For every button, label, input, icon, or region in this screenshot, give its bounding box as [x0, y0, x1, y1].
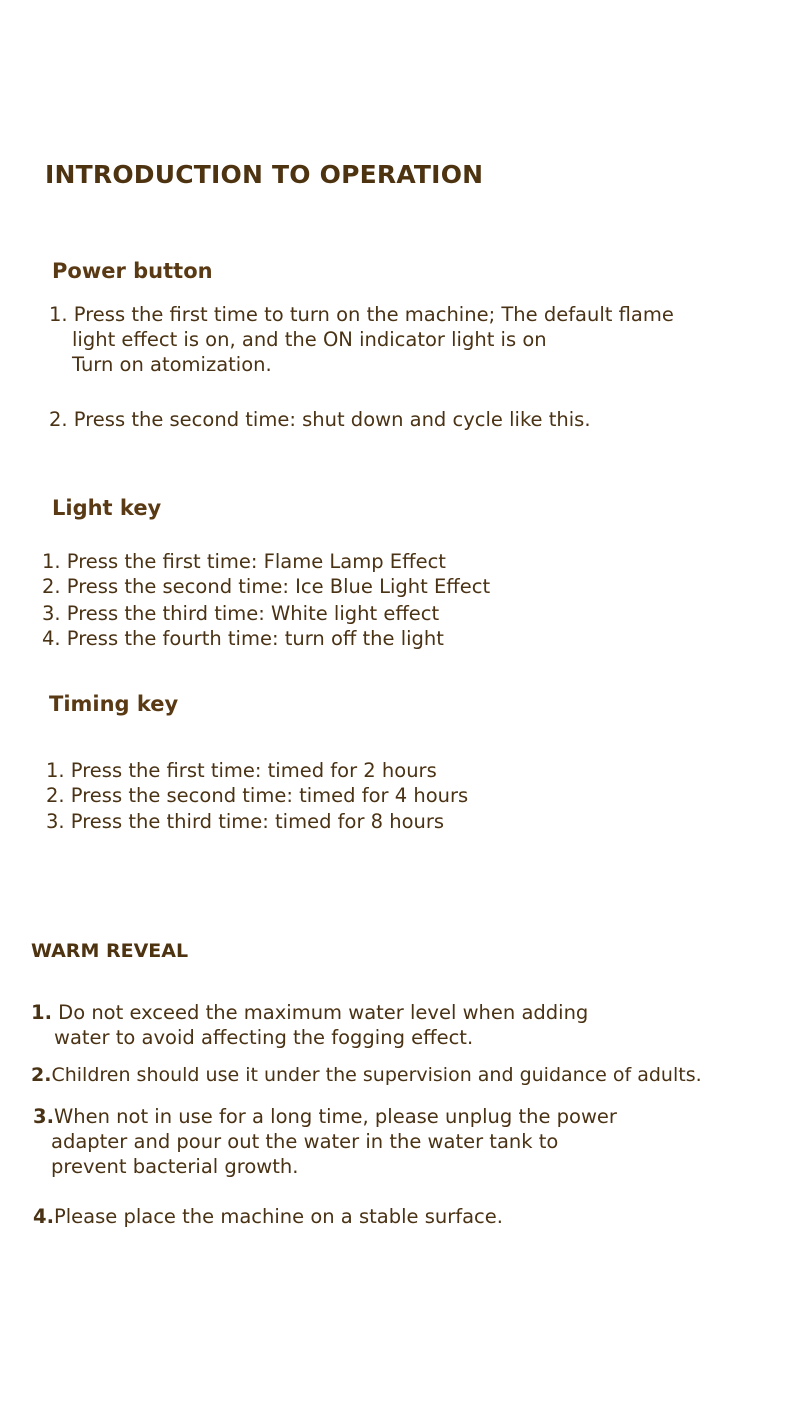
warm-item-1-line-2: water to avoid affecting the fogging effect. [54, 1026, 474, 1049]
warm-item-2-text: Children should use it under the supervision and guidance of adults. [51, 1064, 702, 1086]
light-key-heading: Light key [52, 496, 162, 520]
warm-item-2 [31, 1063, 702, 1088]
warm-item-3-line-1 [33, 1104, 617, 1129]
light-item-2: 2. Press the second time: Ice Blue Light Effect [42, 575, 491, 598]
power-item-1-line-1: 1. Press the first time to turn on the machine; The default flame [49, 303, 674, 326]
warm-item-3-line-3: prevent bacterial growth. [51, 1155, 299, 1178]
light-item-1: 1. Press the first time: Flame Lamp Effect [42, 550, 446, 573]
light-item-4: 4. Press the fourth time: turn off the light [42, 627, 444, 650]
timing-key-heading: Timing key [49, 692, 179, 716]
timing-item-3: 3. Press the third time: timed for 8 hours [46, 810, 445, 833]
power-item-1-line-2: light effect is on, and the ON indicator light is on [72, 328, 547, 351]
timing-item-1: 1. Press the first time: timed for 2 hours [46, 759, 437, 782]
warm-item-3-line-2: adapter and pour out the water in the water tank to [51, 1130, 559, 1153]
warm-item-3-number: 3. [33, 1105, 54, 1128]
warm-item-1-text: Do not exceed the maximum water level when adding [51, 1001, 589, 1024]
power-button-heading: Power button [52, 259, 213, 283]
warm-item-2-number: 2. [31, 1064, 52, 1086]
light-item-3: 3. Press the third time: White light effect [42, 602, 440, 625]
warm-item-1-line-1 [31, 1000, 588, 1025]
warm-item-4-text: Please place the machine on a stable surface. [53, 1205, 503, 1228]
page-title: INTRODUCTION TO OPERATION [45, 160, 484, 189]
timing-item-2: 2. Press the second time: timed for 4 hours [46, 784, 469, 807]
warm-item-4-number: 4. [33, 1205, 54, 1228]
warm-item-4 [33, 1204, 503, 1229]
warm-item-1-number: 1. [31, 1001, 52, 1024]
warm-reveal-heading: WARM REVEAL [31, 940, 189, 962]
power-item-1-line-3: Turn on atomization. [72, 353, 272, 376]
warm-item-3-text: When not in use for a long time, please unplug the power [53, 1105, 617, 1128]
power-item-2: 2. Press the second time: shut down and cycle like this. [49, 408, 591, 431]
